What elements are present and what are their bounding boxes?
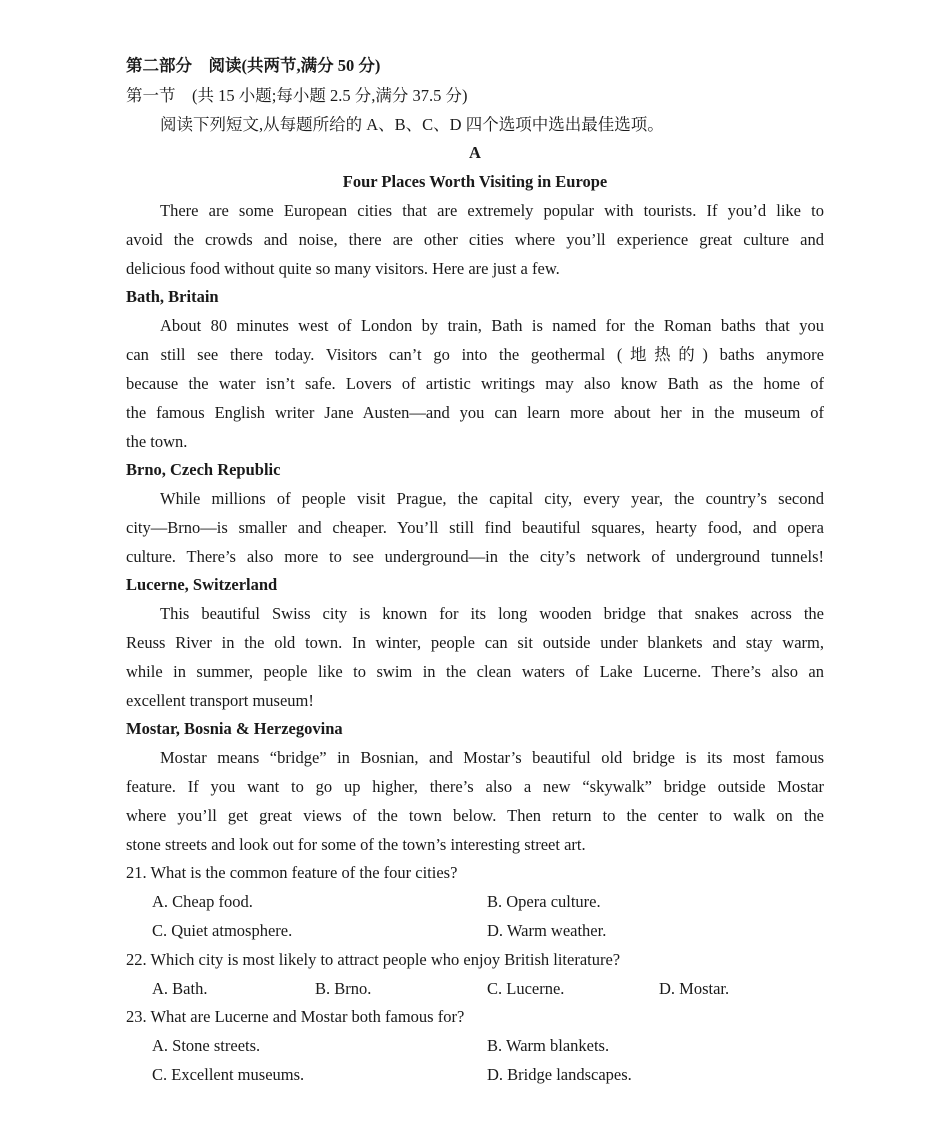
paragraph-line: Reuss River in the old town. In winter, people can sit outside under blankets and stay warm, (126, 633, 824, 652)
question-21-option-a: A. Cheap food. (152, 892, 253, 911)
question-23-option-a: A. Stone streets. (152, 1036, 261, 1055)
question-23-option-c: C. Excellent museums. (152, 1065, 305, 1084)
instruction-text: 阅读下列短文,从每题所给的 A、B、C、D 四个选项中选出最佳选项。 (160, 115, 664, 134)
section-heading-brno: Brno, Czech Republic (126, 460, 281, 479)
section-heading: 第一节 (共 15 小题;每小题 2.5 分,满分 37.5 分) (126, 86, 468, 105)
question-21-option-c: C. Quiet atmosphere. (152, 921, 293, 940)
paragraph-line: because the water isn’t safe. Lovers of artistic writings may also know Bath as the home of (126, 374, 824, 393)
paragraph-line: Mostar means “bridge” in Bosnian, and Mostar’s beautiful old bridge is its most famous (160, 748, 824, 767)
paragraph-line: where you’ll get great views of the town below. Then return to the center to walk on the (126, 806, 824, 825)
question-22-option-a: A. Bath. (152, 979, 208, 998)
paragraph-line: While millions of people visit Prague, the capital city, every year, the country’s second (160, 489, 824, 508)
paragraph-line: the town. (126, 432, 188, 451)
paragraph-line: can still see there today. Visitors can’t go into the geothermal (地热的) baths anymore (126, 345, 824, 364)
intro-line: delicious food without quite so many visitors. Here are just a few. (126, 259, 560, 278)
paragraph-line: while in summer, people like to swim in the clean waters of Lake Lucerne. There’s also an (126, 662, 824, 681)
question-22-option-d: D. Mostar. (659, 979, 730, 998)
paragraph-line: the famous English writer Jane Austen—and you can learn more about her in the museum of (126, 403, 824, 422)
question-21-option-d: D. Warm weather. (487, 921, 607, 940)
question-stem-22: 22. Which city is most likely to attract people who enjoy British literature? (126, 950, 621, 969)
paragraph-line: city—Brno—is smaller and cheaper. You’ll still find beautiful squares, hearty food, and opera (126, 518, 824, 537)
intro-line: There are some European cities that are extremely popular with tourists. If you’d like to (160, 201, 824, 220)
part-heading: 第二部分 阅读(共两节,满分 50 分) (126, 56, 381, 75)
intro-line: avoid the crowds and noise, there are other cities where you’ll experience great culture and (126, 230, 824, 249)
section-heading-lucerne: Lucerne, Switzerland (126, 575, 278, 594)
question-21-option-b: B. Opera culture. (487, 892, 601, 911)
section-heading-bath: Bath, Britain (126, 287, 219, 306)
question-23-option-b: B. Warm blankets. (487, 1036, 610, 1055)
section-heading-mostar: Mostar, Bosnia & Herzegovina (126, 719, 343, 738)
paragraph-line: stone streets and look out for some of the town’s interesting street art. (126, 835, 586, 854)
paragraph-line: excellent transport museum! (126, 691, 314, 710)
paragraph-line: culture. There’s also more to see underground—in the city’s network of underground tunnels! (126, 547, 824, 566)
question-stem-23: 23. What are Lucerne and Mostar both famous for? (126, 1007, 465, 1026)
passage-letter: A (469, 143, 481, 162)
question-22-option-c: C. Lucerne. (487, 979, 565, 998)
paragraph-line: This beautiful Swiss city is known for its long wooden bridge that snakes across the (160, 604, 824, 623)
question-22-option-b: B. Brno. (315, 979, 372, 998)
passage-title: Four Places Worth Visiting in Europe (342, 172, 608, 191)
paragraph-line: feature. If you want to go up higher, there’s also a new “skywalk” bridge outside Mostar (126, 777, 824, 796)
question-stem-21: 21. What is the common feature of the four cities? (126, 863, 458, 882)
paragraph-line: About 80 minutes west of London by train, Bath is named for the Roman baths that you (160, 316, 824, 335)
question-23-option-d: D. Bridge landscapes. (487, 1065, 632, 1084)
